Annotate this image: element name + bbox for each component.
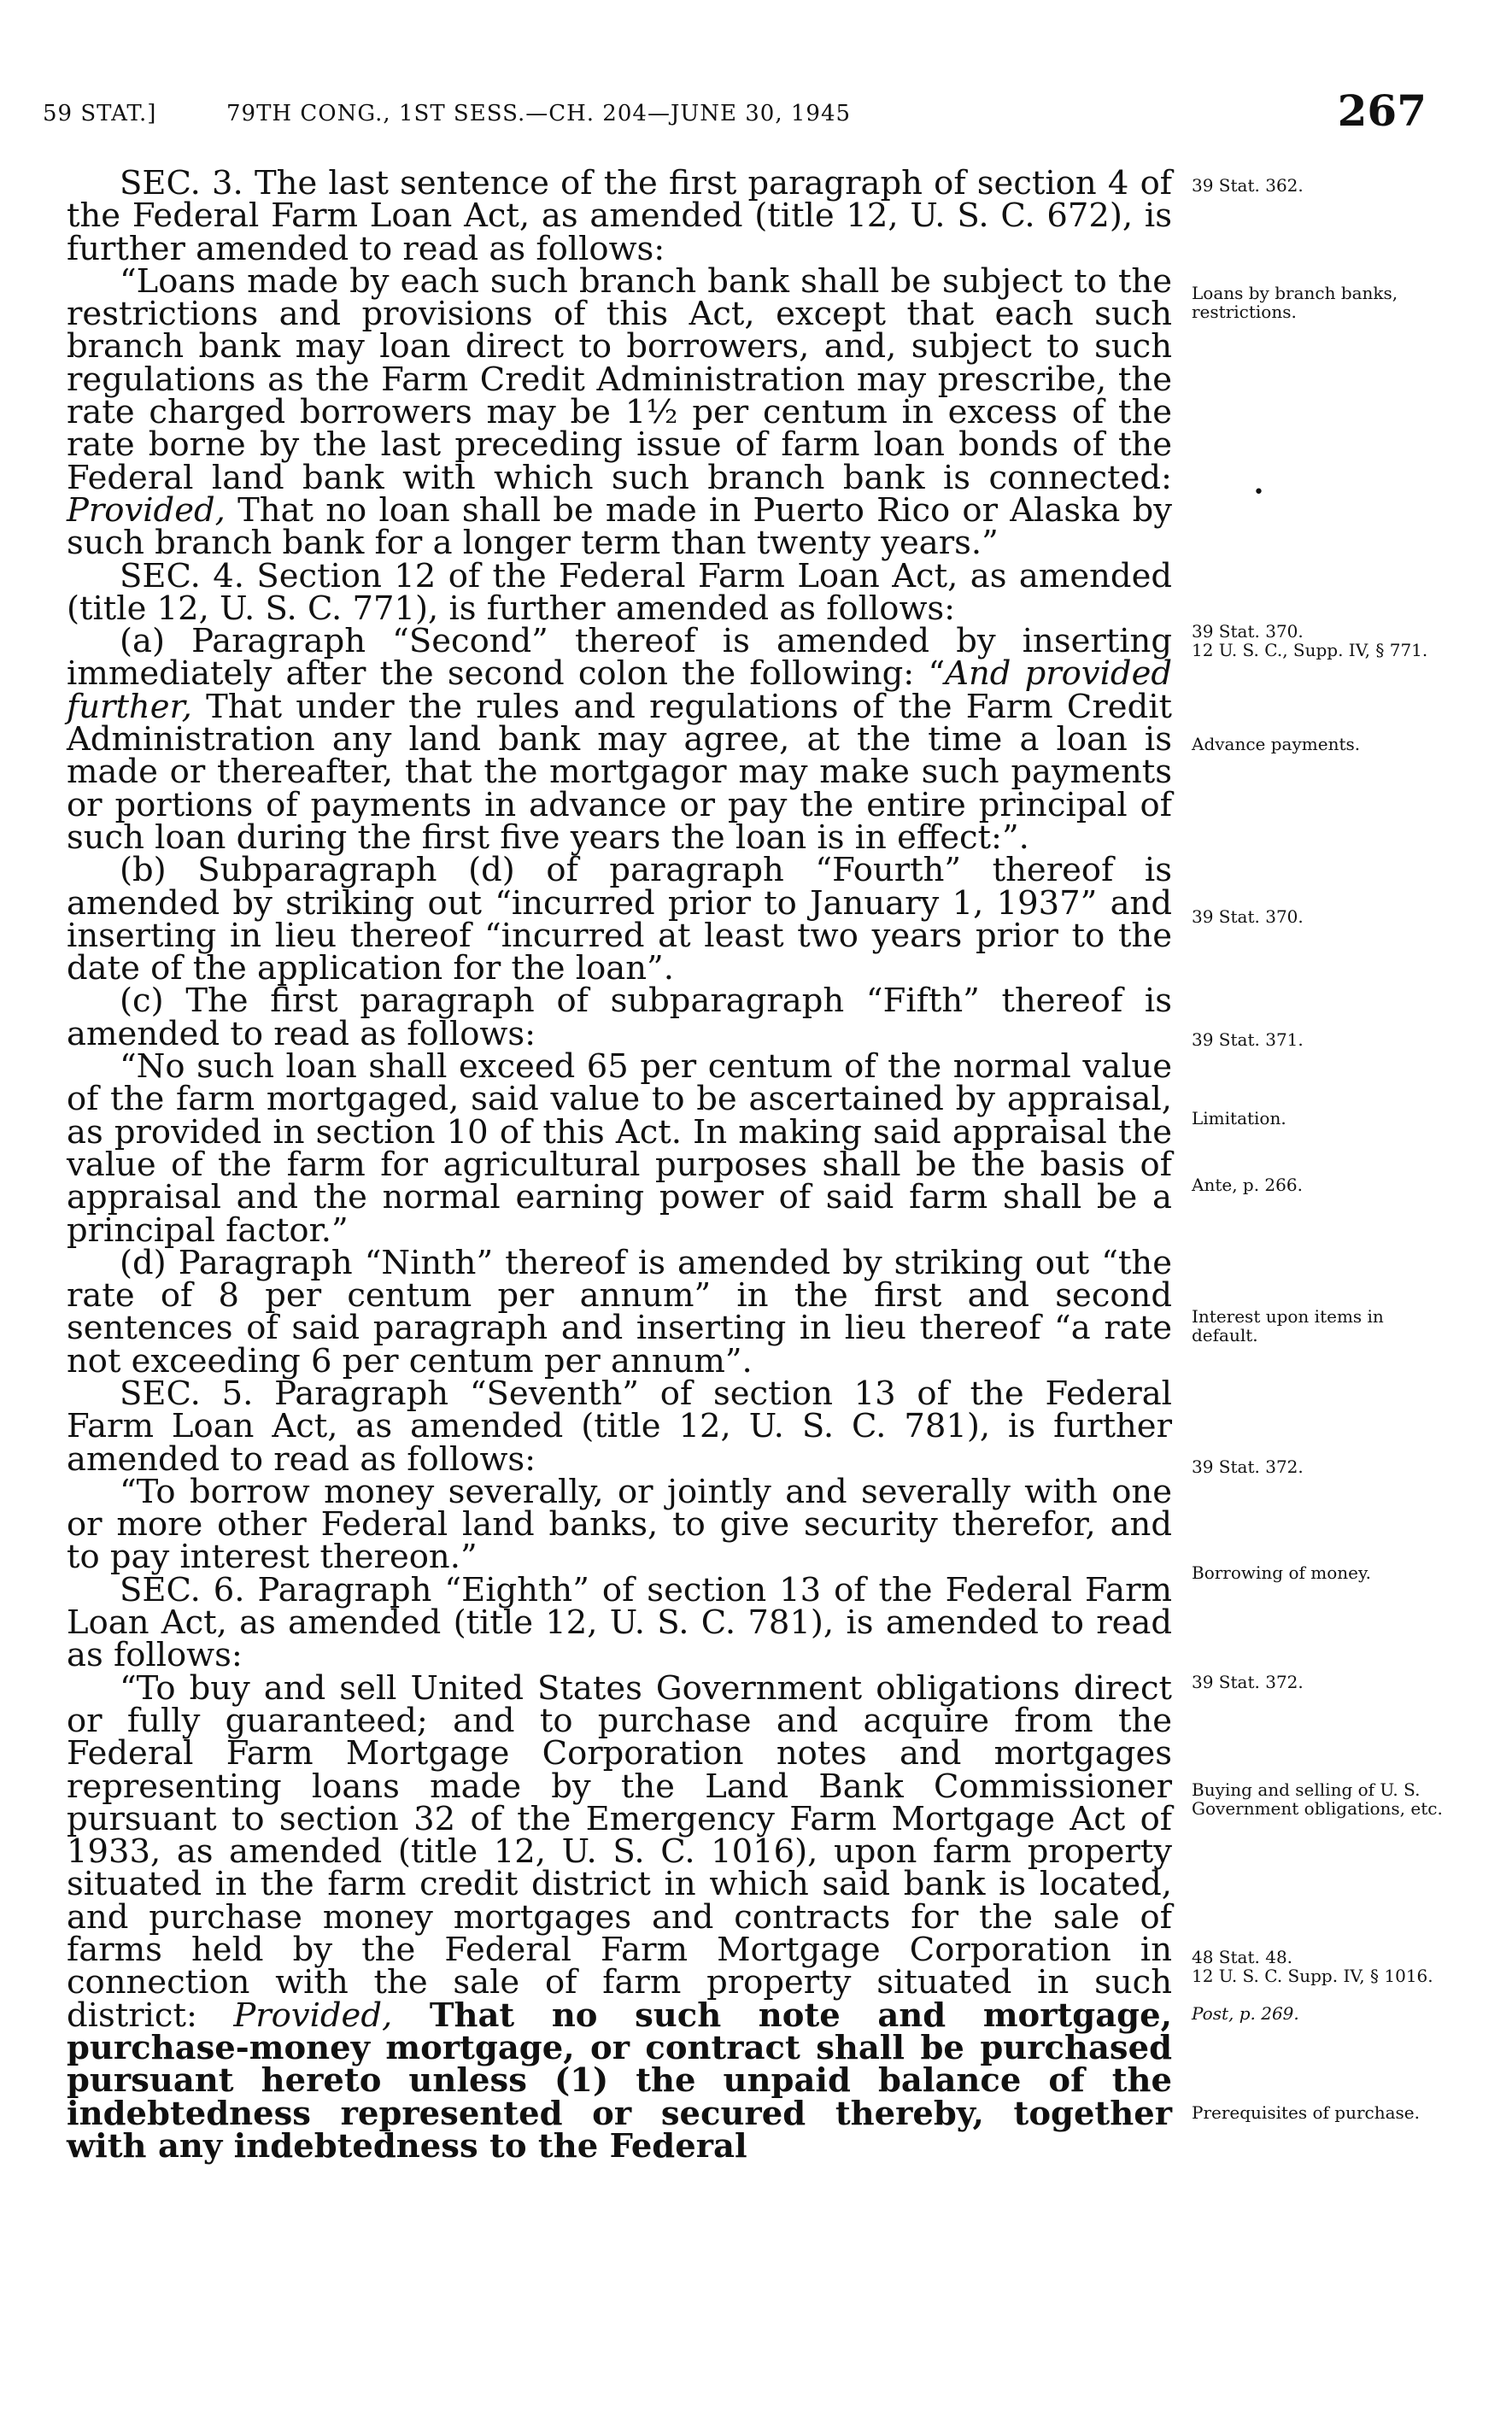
paragraph-text: Paragraph “Eighth” of section 13 of the Federal Farm Loan Act, as amended (title 12, U. S. C. 781), is amended to read as follows:	[67, 1570, 1173, 1675]
margin-citation: 12 U. S. C., Supp. IV, § 771.	[1192, 640, 1428, 660]
paragraph-text: “No such loan shall exceed 65 per centum of the normal value of the farm mortgaged, said value to be ascertained by appraisal, as provided in section 10 of this Act. In making said appraisal the value of the farm for agricultural purposes shall be the basis of appraisal and the normal earning power of said farm shall be a principal factor.”	[67, 1047, 1172, 1250]
section-label: SEC. 6.	[120, 1570, 245, 1609]
margin-sidenote: Borrowing of money.	[1192, 1562, 1371, 1583]
margin-citation: 48 Stat. 48.	[1192, 1947, 1293, 1967]
section-4c-paragraph	[67, 982, 1172, 1053]
section-5-quoted-text	[67, 1472, 1172, 1577]
margin-citation: 39 Stat. 370.	[1192, 906, 1304, 927]
margin-citation: 39 Stat. 372.	[1192, 1672, 1304, 1692]
margin-citation: 39 Stat. 370.	[1192, 621, 1304, 642]
paragraph-text: “To buy and sell United States Government obligations direct or fully guaranteed; and to purchase and acquire from the Federal Farm Mortgage Corporation notes and mortgages representing loans made by the Land Bank Commissioner pursuant to section 32 of the Emergency Farm Mortgage Act of 1933, as amended (title 12, U. S. C. 1016), upon farm property situated in the farm credit district in which said bank is located, and purchase money mortgages and contracts for the sale of farms held by the Federal Farm Mortgage Corporation in connection with the sale of farm property situated in such district:	[67, 1668, 1172, 2035]
section-4d-paragraph	[67, 1243, 1172, 1380]
margin-sidenote: Interest upon items in default.	[1192, 1306, 1384, 1345]
paragraph-text: (a) Paragraph “Second” thereof is amended by inserting immediately after the second colon the following: “	[67, 622, 1172, 694]
session-chapter-date: 79TH CONG., 1ST SESS.—CH. 204—JUNE 30, 1945	[226, 101, 852, 126]
section-5-paragraph	[67, 1374, 1172, 1479]
margin-citation: 12 U. S. C. Supp. IV, § 1016.	[1192, 1966, 1433, 1986]
section-4a-paragraph	[67, 622, 1172, 857]
section-6-paragraph	[67, 1570, 1173, 1675]
section-4c-quoted-text	[67, 1047, 1172, 1250]
section-4-paragraph	[67, 556, 1172, 628]
running-head	[43, 85, 1427, 145]
margin-sidenote: Loans by branch banks, restrictions.	[1192, 283, 1398, 322]
margin-sidenote: Limitation.	[1192, 1108, 1286, 1128]
paragraph-text: “Loans made by each such branch bank shall be subject to the restrictions and provisions of this Act, except that each such branch bank may loan direct to borrowers, and, subject to such regulations as the Farm Credit Administration may prescribe, the rate charged borrowers may be 1½ per centum in excess of the rate borne by the last preceding issue of farm loan bonds of the Federal land bank with which such branch bank is connected:	[67, 261, 1172, 497]
margin-citation: 39 Stat. 362.	[1192, 175, 1304, 196]
statute-body	[67, 164, 1173, 2166]
section-label: SEC. 5.	[120, 1374, 254, 1413]
paragraph-text: “To borrow money severally, or jointly and severally with one or more other Federal land banks, to give security therefor, and to pay interest thereon.”	[67, 1472, 1172, 1577]
paragraph-text: (b) Subparagraph (d) of paragraph “Fourth” thereof is amended by striking out “incurred prior to January 1, 1937” and inserting in lieu thereof “incurred at least two years prior to the date of the application for the loan”.	[67, 851, 1172, 988]
page-number: 267	[1337, 85, 1427, 136]
section-6-quoted-text	[67, 1668, 1172, 2166]
section-label: SEC. 3.	[120, 164, 243, 202]
volume-citation: 59 STAT.]	[43, 101, 157, 126]
paragraph-text-tail: That under the rules and regulations of the Farm Credit Administration any land bank may agree, at the time a loan is made or thereafter, that the mortgagor may make such payments or portions of payments in advance or pay the entire principal of such loan during the first five years the loan is in effect:”.	[67, 687, 1172, 857]
paragraph-text: Section 12 of the Federal Farm Loan Act, as amended (title 12, U. S. C. 771), is further amended as follows:	[67, 556, 1172, 628]
section-3-paragraph	[67, 164, 1172, 268]
paragraph-text: Paragraph “Seventh” of section 13 of the Federal Farm Loan Act, as amended (title 12, U. S. C. 781), is further amended to read as follows:	[67, 1374, 1172, 1479]
paragraph-text-tail: That no such note and mortgage, purchase-money mortgage, or contract shall be purchased pursuant hereto unless (1) the unpaid balance of the indebtedness represented or secured thereby, together with any indebtedness to the Federal	[67, 1996, 1172, 2166]
paragraph-text: (d) Paragraph “Ninth” thereof is amended by striking out “the rate of 8 per centum per annum” in the first and second sentences of said paragraph and inserting in lieu thereof “a rate not exceeding 6 per centum per annum”.	[67, 1243, 1172, 1380]
margin-sidenote: Advance payments.	[1192, 734, 1361, 754]
margin-citation: Post, p. 269.	[1192, 2003, 1299, 2024]
paragraph-text: (c) The first paragraph of subparagraph “Fifth” thereof is amended to read as follows:	[67, 982, 1172, 1053]
margin-bullet-mark: •	[1253, 482, 1264, 503]
section-label: SEC. 4.	[120, 556, 244, 595]
margin-citation: Ante, p. 266.	[1192, 1175, 1303, 1195]
margin-sidenote: Buying and selling of U. S. Government obligations, etc.	[1192, 1779, 1443, 1819]
margin-citation: 39 Stat. 372.	[1192, 1457, 1304, 1477]
section-3-quoted-text	[67, 261, 1172, 563]
paragraph-text: The last sentence of the first paragraph of section 4 of the Federal Farm Loan Act, as amended (title 12, U. S. C. 672), is further amended to read as follows:	[67, 164, 1172, 268]
proviso-italic: Provided,	[233, 1996, 393, 2035]
section-4b-paragraph	[67, 851, 1172, 988]
paragraph-text-tail: That no loan shall be made in Puerto Rico or Alaska by such branch bank for a longer term than twenty years.”	[67, 490, 1172, 563]
margin-sidenote: Prerequisites of purchase.	[1192, 2102, 1420, 2123]
proviso-italic: And provided further,	[67, 654, 1172, 726]
proviso-italic: Provided,	[67, 490, 226, 530]
margin-citation: 39 Stat. 371.	[1192, 1029, 1304, 1050]
